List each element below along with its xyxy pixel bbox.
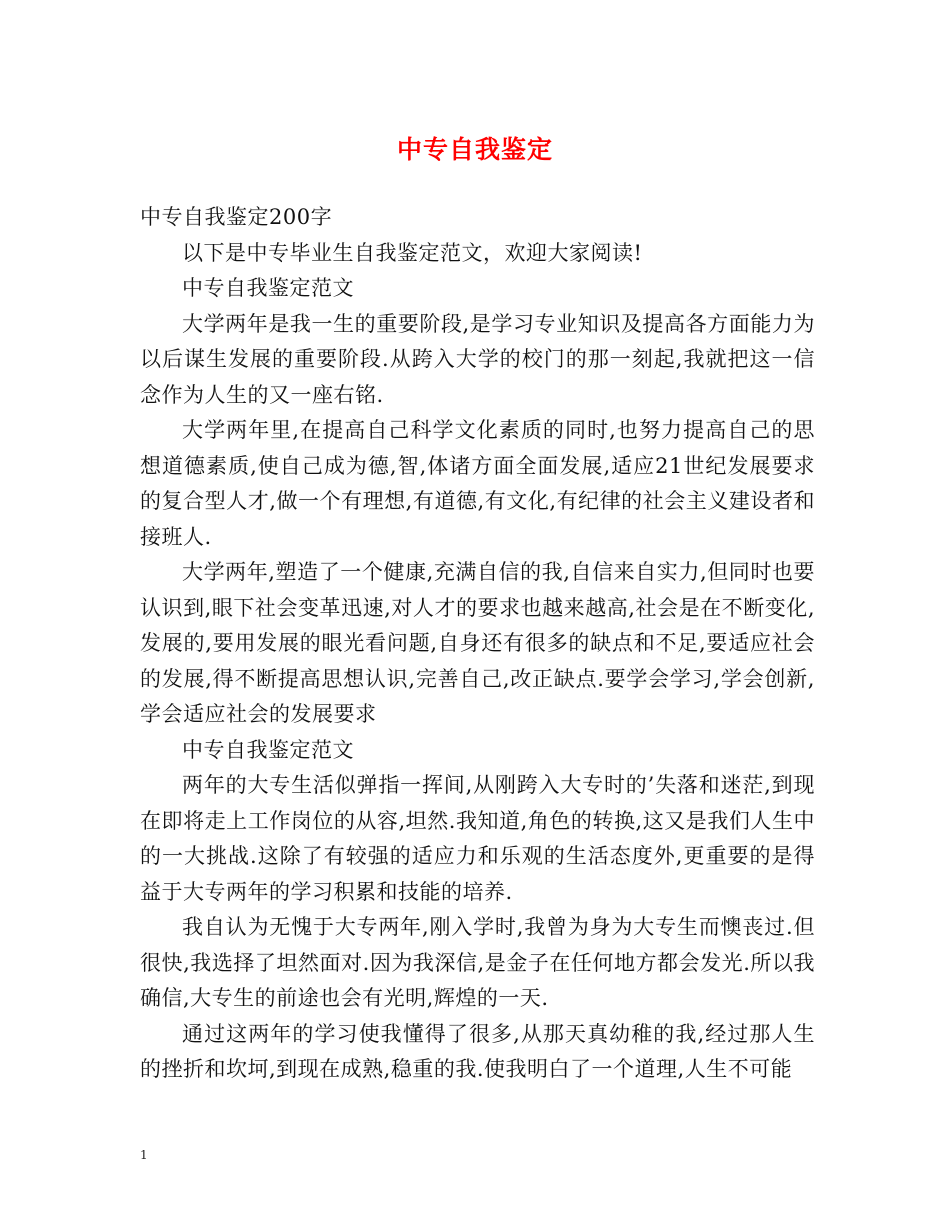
page-number: 1 — [140, 1148, 148, 1162]
body-paragraph: 大学两年是我一生的重要阶段,是学习专业知识及提高各方面能力为以后谋生发展的重要阶段.从跨入大学的校门的那一刻起,我就把这一信念作为人生的又一座右铭. — [140, 311, 815, 407]
section-heading: 中专自我鉴定范文 — [182, 737, 354, 762]
section-heading: 中专自我鉴定范文 — [182, 276, 354, 300]
document-title: 中专自我鉴定 — [396, 135, 553, 164]
body-paragraph: 通过这两年的学习使我懂得了很多,从那天真幼稚的我,经过那人生的挫折和坎坷,到现在成熟,稳重的我.使我明白了一个道理,人生不可能 — [140, 1021, 815, 1081]
body-paragraph: 大学两年,塑造了一个健康,充满自信的我,自信来自实力,但同时也要认识到,眼下社会变革迅速,对人才的要求也越来越高,社会是在不断变化,发展的,要用发展的眼光看问题,自身还有很多的缺点和不足,要适应社会的发展,得不断提高思想认识,完善自己,改正缺点.要学会学习,学会创新,学会适应社会的发展要求 — [140, 560, 815, 726]
body-paragraph: 我自认为无愧于大专两年,刚入学时,我曾为身为大专生而懊丧过.但很快,我选择了坦然面对.因为我深信,是金子在任何地方都会发光.所以我确信,大专生的前途也会有光明,辉煌的一天. — [140, 915, 815, 1010]
subtitle-paragraph: 中专自我鉴定200字 — [140, 205, 333, 229]
body-paragraph: 大学两年里,在提高自己科学文化素质的同时,也努力提高自己的思想道德素质,使自己成为德,智,体诸方面全面发展,适应21世纪发展要求的复合型人才,做一个有理想,有道德,有文化,有纪律的社会主义建设者和接班人. — [140, 418, 815, 549]
body-paragraph: 两年的大专生活似弹指一挥间,从刚跨入大专时的’失落和迷茫,到现在即将走上工作岗位的从容,坦然.我知道,角色的转换,这又是我们人生中的一大挑战.这除了有较强的适应力和乐观的生活态度外,更重要的是得益于大专两年的学习积累和技能的培养. — [140, 773, 815, 904]
document-body — [140, 200, 815, 1088]
intro-paragraph: 以下是中专毕业生自我鉴定范文，欢迎大家阅读! — [182, 240, 643, 265]
